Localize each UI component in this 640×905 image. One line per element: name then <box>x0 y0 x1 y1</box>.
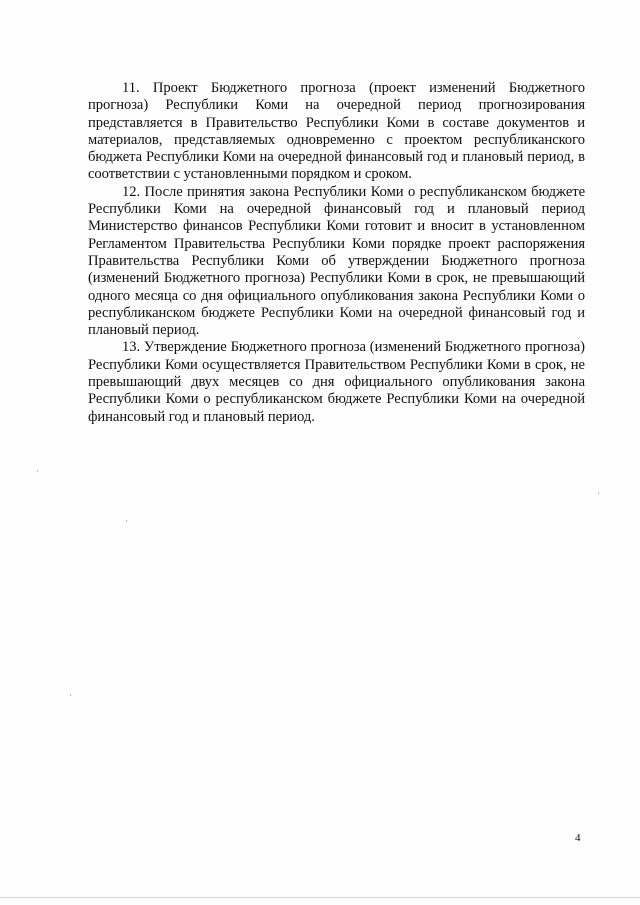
paragraph-11: 11. Проект Бюджетного прогноза (проект изменений Бюджетного прогноза) Республики Коми на очередной период прогнозирования представляется в Правительство Республики Коми в составе документов и материалов, представляемых одновременно с проектом республиканского бюджета Республики Коми на очередной финансовый год и плановый период, в соответствии с установленными порядком и сроком. <box>88 80 585 183</box>
paragraph-12: 12. После принятия закона Республики Коми о республиканском бюджете Республики Коми на очередной финансовый год и плановый период Министерство финансов Республики Коми готовит и вносит в установленном Регламентом Правительства Республики Коми порядке проект распоряжения Правительства Республики Коми об утверждении Бюджетного прогноза (изменений Бюджетного прогноза) Республики Коми в срок, не превышающий одного месяца со дня официального опубликования закона Республики Коми о республиканском бюджете Республики Коми на очередной финансовый год и плановый период. <box>88 183 585 339</box>
scan-speck <box>70 694 71 696</box>
scan-speck <box>37 470 38 472</box>
scan-edge-line <box>0 897 640 898</box>
scan-speck <box>598 492 599 494</box>
page-number: 4 <box>575 832 581 844</box>
scan-speck <box>126 520 127 522</box>
document-body <box>88 80 585 426</box>
paragraph-13: 13. Утверждение Бюджетного прогноза (изменений Бюджетного прогноза) Республики Коми осуществляется Правительством Республики Коми в срок, не превышающий двух месяцев со дня официального опубликования закона Республики Коми о республиканском бюджете Республики Коми на очередной финансовый год и плановый период. <box>88 339 585 425</box>
